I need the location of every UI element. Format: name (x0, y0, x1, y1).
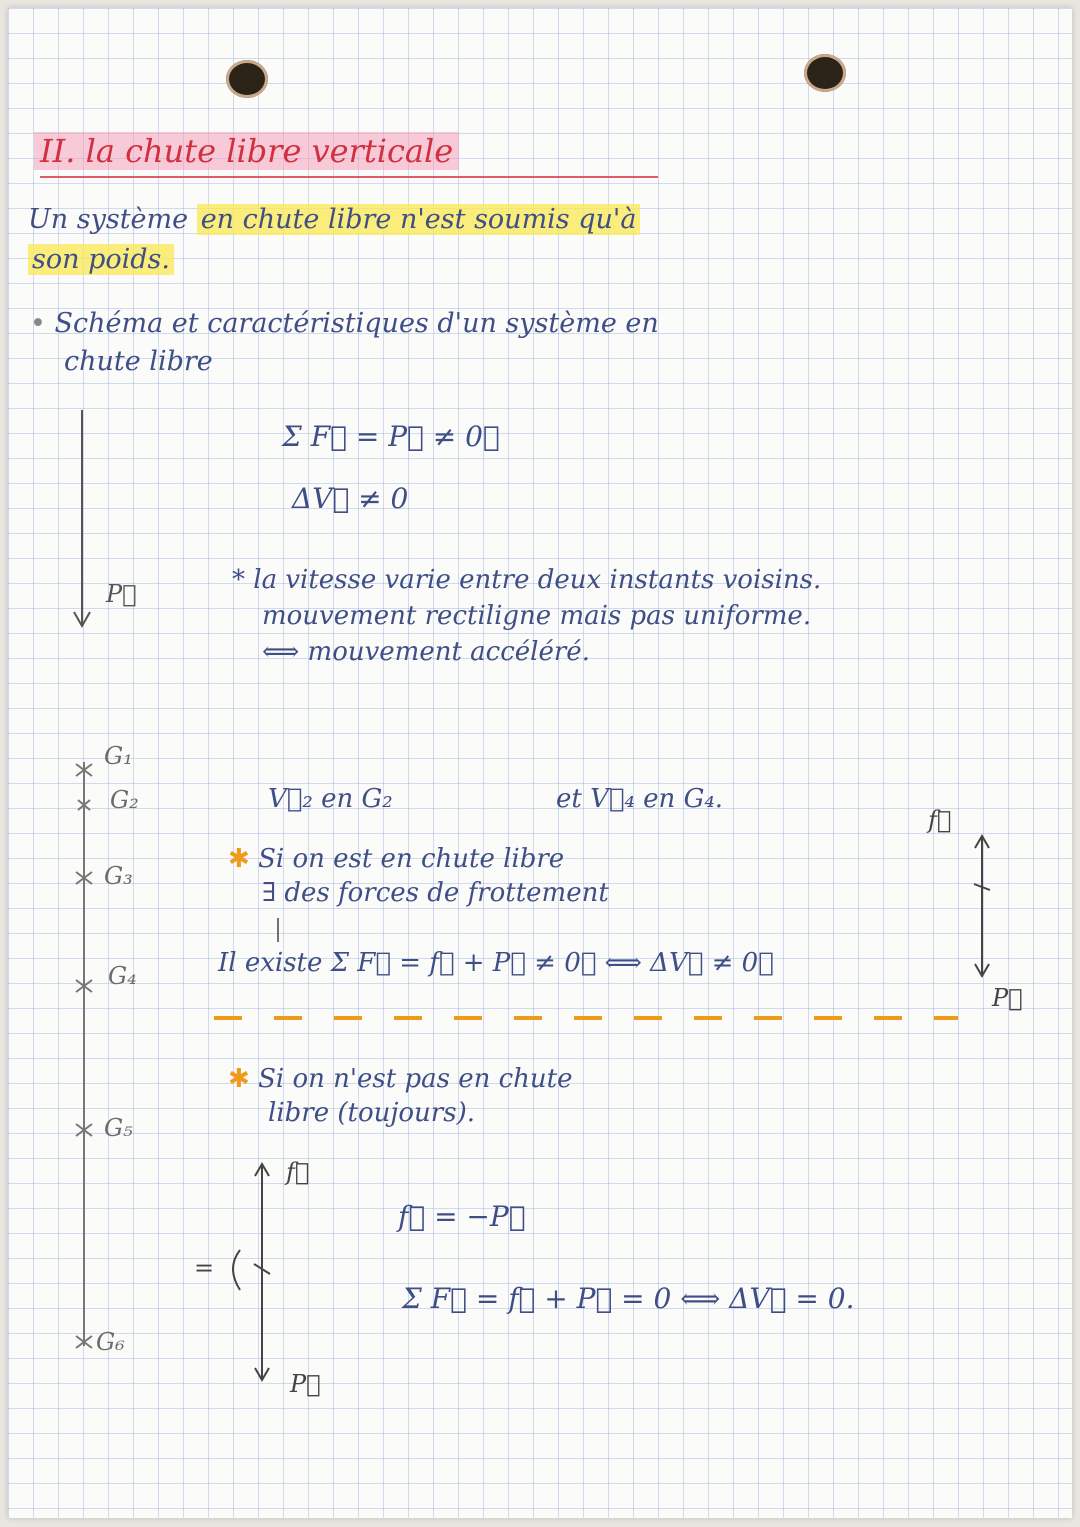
star-icon: ✱ (228, 844, 250, 874)
intro-line2: son poids. (28, 244, 174, 275)
bullet-dot: • (30, 308, 46, 339)
label-g5: G₅ (104, 1114, 133, 1142)
case-not-free-fall (228, 1062, 573, 1130)
equal-sign: = (194, 1254, 215, 1282)
label-g6: G₆ (96, 1328, 125, 1356)
case1-line2: ∃ des forces de frottement (262, 878, 609, 908)
label-p-top: P⃗ (106, 580, 137, 608)
label-f-right: f⃗ (928, 806, 952, 834)
note-line3: ⟺ mouvement accéléré. (262, 637, 590, 667)
label-g2: G₂ (110, 786, 139, 814)
label-g4: G₄ (108, 962, 137, 990)
label-g1: G₁ (104, 742, 133, 770)
bullet-line2: chute libre (64, 346, 213, 377)
case2-line1: Si on n'est pas en chute (258, 1064, 573, 1094)
equation-sum-forces: Σ F⃗ = P⃗ ≠ 0⃗ (282, 420, 500, 453)
section-title: II. la chute libre verticale (34, 132, 459, 170)
separator-dashed (214, 1016, 958, 1020)
case-free-fall (228, 842, 609, 910)
equation-exist: Il existe Σ F⃗ = f⃗ + P⃗ ≠ 0⃗ ⟺ ΔV⃗ ≠ 0⃗ (218, 948, 774, 978)
intro-line1a: Un système (28, 204, 189, 235)
velocity-g4: et V⃗₄ en G₄. (556, 784, 724, 814)
case2-line2: libre (toujours). (268, 1098, 475, 1128)
note-line2: mouvement rectiligne mais pas uniforme. (262, 601, 812, 631)
label-g3: G₃ (104, 862, 133, 890)
velocity-g2: V⃗₂ en G₂ (268, 784, 393, 814)
label-p-bottom: P⃗ (290, 1370, 321, 1398)
bullet-line1: Schéma et caractéristiques d'un système en (54, 308, 659, 339)
label-f-bottom: f⃗ (286, 1158, 310, 1186)
case1-line1: Si on est en chute libre (258, 844, 565, 874)
equation-f-equals-minus-p: f⃗ = −P⃗ (398, 1200, 526, 1233)
equation-sum-zero: Σ F⃗ = f⃗ + P⃗ = 0 ⟺ ΔV⃗ = 0. (402, 1282, 855, 1315)
note-line1: * la vitesse varie entre deux instants voisins. (232, 565, 822, 595)
label-p-right: P⃗ (992, 984, 1023, 1012)
star-icon: ✱ (228, 1064, 250, 1094)
intro-line1b: en chute libre n'est soumis qu'à (197, 204, 641, 235)
equation-delta-v: ΔV⃗ ≠ 0 (292, 482, 409, 515)
